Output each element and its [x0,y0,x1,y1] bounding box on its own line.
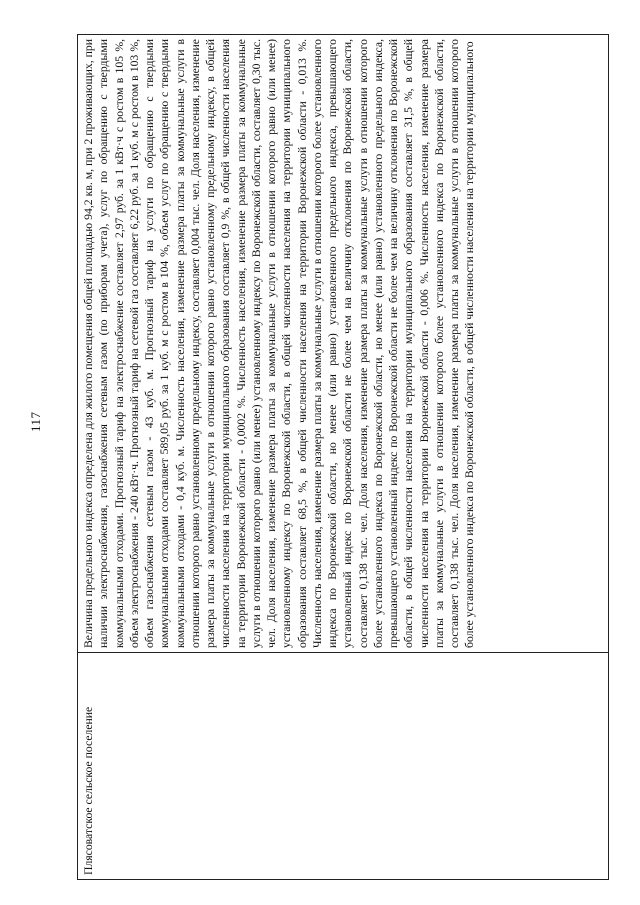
index-description-cell [78,35,609,653]
settlement-name-cell [78,653,609,880]
settlement-index-table [77,34,609,880]
index-description-text: Величина предельного индекса определена для жилого помещения общей площадью 94,2 кв. м, при 2 проживающих, при наличии электроснабжения, газоснабжения сетевым газом (по приборам учета), услуг по обращению с твердыми коммунальными отходами. Прогнозный тариф на электроснабжение составляет 2,97 руб. за 1 кВт·ч с ростом в 105 %, объем электроснабжения - 240 кВт·ч. Прогнозный тариф на сетевой газ составляет 6,22 руб. за 1 куб. м с ростом в 103 %, объем газоснабжения сетевым газом - 43 куб. м. Прогнозный тариф на услуги по обращению с твердыми коммунальными отходами составляет 589,05 руб. за 1 куб. м с ростом в 104 %, объем услуг по обращению с твердыми коммунальными отходами - 0,4 куб. м. Численность населения, изменение размера платы за коммунальные услуги в отношении которого равно установленному предельному индексу, составляет 0,004 тыс. чел. Доля населения, изменение размера платы за коммунальные услуги в отношении которого равно установленному предельному индексу, в общей численности населения на территории муниципального образования составляет 0,9 %, в общей численности населения на территории Воронежской области - 0,0002 %. Численность населения, изменение размера платы за коммунальные услуги в отношении которого равно (или менее) установленному индексу по Воронежской области, составляет 0,30 тыс. чел. Доля населения, изменение размера платы за коммунальные услуги в отношении которого равно (или менее) установленному индексу по Воронежской области, в общей численности населения на территории муниципального образования составляет 68,5 %, в общей численности населения на территории Воронежской области - 0,013 %. Численность населения, изменение размера платы за коммунальные услуги в отношении которого более установленного индекса по Воронежской области, но менее (или равно) установленного предельного индекса, превышающего установленный индекс по Воронежской области не более чем на величину отклонения по Воронежской области, составляет 0,138 тыс. чел. Доля населения, изменение размера платы за коммунальные услуги в отношении которого более установленного индекса по Воронежской области, но менее (или равно) установленного предельного индекса, превышающего установленный индекс по Воронежской области не более чем на величину отклонения по Воронежской области, в общей численности населения на территории муниципального образования составляет 31,5 %, в общей численности населения на территории Воронежской области - 0,006 %. Численность населения, изменение размера платы за коммунальные услуги в отношении которого более установленного индекса по Воронежской области, составляет 0,138 тыс. чел. Доля населения, изменение размера платы за коммунальные услуги в отношении которого более установленного индекса по Воронежской области, в общей численности населения на территории муниципального [82,39,477,648]
page-number: 117 [28,411,43,432]
table-row [78,35,609,880]
rotated-page [77,34,609,880]
settlement-name: Плясоватское сельское поселение [82,706,95,875]
